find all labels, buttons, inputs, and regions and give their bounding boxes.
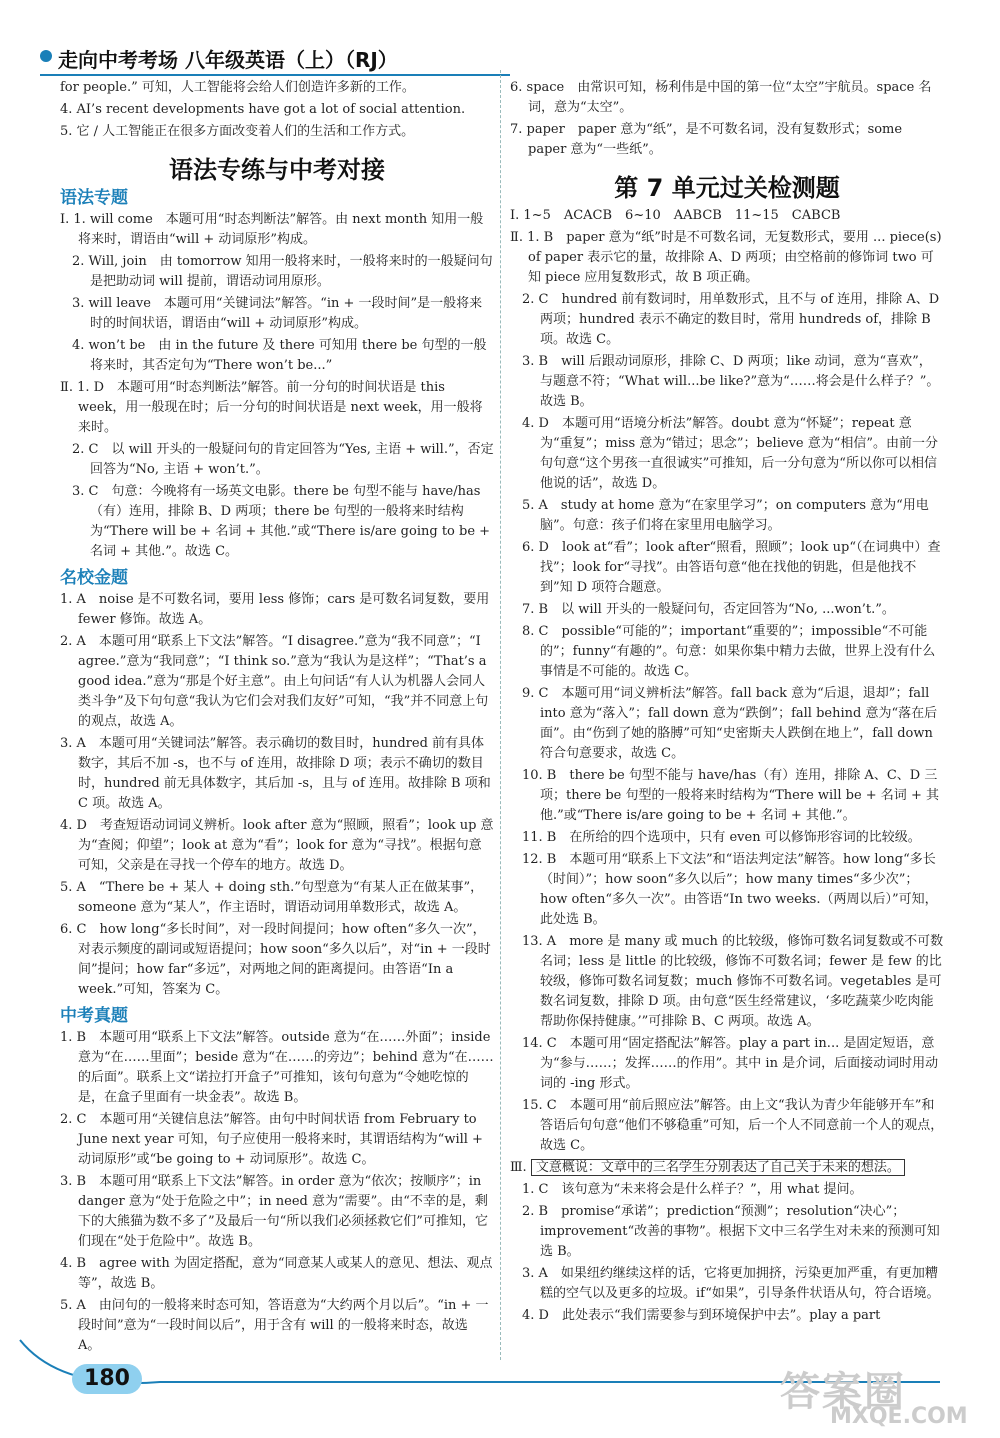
test-item: 8. C possible“可能的”；important“重要的”；impossible“不可能的”；funny“有趣的”。句意：如果你集中精力去做，世界上没有什么事情是不可能的。故选 C。 <box>522 624 936 679</box>
part3-item: 2. B promise“承诺”；prediction“预测”；resolution“决心”；improvement“改善的事物”。根据下文中三名学生对未来的预测可知选 B。 <box>522 1204 940 1259</box>
part3-item: 3. A 如果纽约继续这样的话，它将更加拥挤，污染更加严重，有更加糟糕的空气以及更多的垃圾。if“如果”，引导条件状语从句，符合语境。 <box>522 1266 940 1301</box>
test-item: 7. B 以 will 开头的一般疑问句，否定回答为“No, ...won’t.”。 <box>522 602 895 617</box>
school-item: 5. A “There be + 某人 + doing sth.”句型意为“有某人正在做某事”，someone 意为“某人”，作主语时，谓语动词用单数形式，故选 A。 <box>60 880 484 915</box>
intro-line: 5. 它 / 人工智能正在很多方面改变着人们的生活和工作方式。 <box>60 124 415 139</box>
exam-item: 1. B 本题可用“联系上下文法”解答。outside 意为“在……外面”；inside 意为“在……里面”；beside 意为“在……的旁边”；behind 意为“在……的后面”。联系上文“诺拉打开盒子”可推知，该句句意为“令她吃惊的是，在盒子里面有一块金表”。故选 B。 <box>60 1030 494 1105</box>
page-header <box>40 44 510 70</box>
test-item: 15. C 本题可用“前后照应法”解答。由上文“我认为青少年能够开车”和答语后句句意“他们不够稳重”可知，后一个人不同意前一个人的观点，故选 C。 <box>522 1098 944 1153</box>
exam-item: 3. B 本题可用“联系上下文法”解答。in order 意为“依次；按顺序”；in danger 意为“处于危险之中”；in need 意为“需要”。由“不幸的是，剩下的大熊猫为数不多了”及最后一句“所以我们必须拯救它们”可推知，它们现在“处于危险中”。故选 B。 <box>60 1174 488 1249</box>
grammar-item: 2. Will, join 由 tomorrow 知用一般将来时，一般将来时的一般疑问句是把助动词 will 提前，谓语动词用原形。 <box>72 254 493 289</box>
header-rule <box>40 74 510 76</box>
grammar-item: 2. C 以 will 开头的一般疑问句的肯定回答为“Yes, 主语 + will.”，否定回答为“No, 主语 + won’t.”。 <box>72 442 494 477</box>
column-divider <box>500 70 502 1360</box>
test-item: 5. A study at home 意为“在家里学习”；on computers 意为“用电脑”。句意：孩子们将在家里用电脑学习。 <box>522 498 929 533</box>
part3-summary <box>510 1158 944 1178</box>
intro-line: 4. AI’s recent developments have got a lot of social attention. <box>60 102 466 117</box>
exam-item: 5. A 由问句的一般将来时态可知，答语意为“大约两个月以后”。“in + 一段时间”意为“一段时间以后”，用于含有 will 的一般将来时态，故选 A。 <box>60 1298 489 1353</box>
grammar-item: 3. will leave 本题可用“关键词法”解答。“in + 一段时间”是一般将来时的时间状语，谓语由“will + 动词原形”构成。 <box>72 296 483 331</box>
exam-item: 4. B agree with 为固定搭配，意为“同意某人或某人的意见、想法、观点等”，故选 B。 <box>60 1256 493 1291</box>
test-item: 11. B 在所给的四个选项中，只有 even 可以修饰形容词的比较级。 <box>522 830 921 845</box>
answer-key: Ⅰ. 1~5 ACACB 6~10 AABCB 11~15 CABCB <box>510 208 841 223</box>
right-column <box>510 78 944 1328</box>
part3-label: Ⅲ. <box>510 1160 527 1175</box>
school-item: 4. D 考查短语动词词义辨析。look after 意为“照顾，照看”；look up 意为“查阅；仰望”；look at 意为“看”；look for 意为“寻找”。根据句意可知，父亲是在寻找一个停车的地方。故选 D。 <box>60 818 494 873</box>
header-title: 走向中考考场 八年级英语（上）（RJ） <box>58 48 398 72</box>
intro-line: for people.” 可知，人工智能将会给人们创造许多新的工作。 <box>60 80 415 95</box>
test-item: 4. D 本题可用“语境分析法”解答。doubt 意为“怀疑”；repeat 意为“重复”；miss 意为“错过；思念”；believe 意为“相信”。由前一分句句意“这个男孩一直很诚实”可推知，后一分句意为“所以你可以相信他说的话”，故选 D。 <box>522 416 939 491</box>
grammar-item: Ⅱ. 1. D 本题可用“时态判断法”解答。前一分句的时间状语是 this week，用一般现在时；后一分句的时间状语是 next week，用一般将来时。 <box>60 380 483 435</box>
school-subtitle: 名校金题 <box>60 568 128 588</box>
watermark-url: MXQE.COM <box>830 1404 968 1429</box>
school-item: 2. A 本题可用“联系上下文法”解答。“I disagree.”意为“我不同意”；“I agree.”意为“我同意”；“I think so.”意为“我认为是这样”；“That’s a good idea.”意为“那是个好主意”。由上句问话“有人认为机器人会同人类斗争”及下句句意“我认为它们会对我们友好”可知，“我”并不同意上句的观点，故选 A。 <box>60 634 489 729</box>
test-item: Ⅱ. 1. B paper 意为“纸”时是不可数名词，无复数形式，要用 ... piece(s) of paper 表示它的量，故排除 A、D 两项；由空格前的修饰词 two 可知 piece 应用复数形式，故 B 项正确。 <box>510 230 942 285</box>
page-number: 180 <box>72 1364 142 1394</box>
unit-test-title: 第 7 单元过关检测题 <box>614 174 840 202</box>
exam-item: 2. C 本题可用“关键信息法”解答。由句中时间状语 from February to June next year 可知，句子应使用一般将来时，其谓语结构为“will + 动词原形”或“be going to + 动词原形”。故选 C。 <box>60 1112 483 1167</box>
test-item: 2. C hundred 前有数词时，用单数形式，且不与 of 连用，排除 A、D 两项；hundred 表示不确定的数目时，常用 hundreds of，排除 B 项。故选 C。 <box>522 292 940 347</box>
header-bullet-icon <box>40 50 52 62</box>
section-title: 语法专练与中考对接 <box>169 156 385 184</box>
test-item: 10. B there be 句型不能与 have/has（有）连用，排除 A、C、D 三项；there be 句型的一般将来时结构为“There will be + 名词 + 其他.”或“There is/are going to be + 名词 + 其他.”。 <box>522 768 939 823</box>
test-item: 14. C 本题可用“固定搭配法”解答。play a part in... 是固定短语，意为“参与……；发挥……的作用”。其中 in 是介词，后面接动词时用动词的 -ing 形式。 <box>522 1036 939 1091</box>
test-item: 9. C 本题可用“词义辨析法”解答。fall back 意为“后退，退却”；fall into 意为“落入”；fall down 意为“跌倒”；fall behind 意为“落在后面”。由“伤到了她的胳膊”可知“史密斯夫人跌倒在地上”，fall down 符合句意要求，故选 C。 <box>522 686 938 761</box>
school-item: 3. A 本题可用“关键词法”解答。表示确切的数目时，hundred 前有具体数字，其后不加 -s，也不与 of 连用，故排除 D 项；表示不确切的数目时，hundred 前无具体数字，其后加 -s，且与 of 连用。故排除 B 项和 C 项。故选 A。 <box>60 736 491 811</box>
part3-item: 1. C 该句意为“未来将会是什么样子？”，用 what 提问。 <box>522 1182 863 1197</box>
left-column <box>60 78 494 1358</box>
school-item: 6. C how long“多长时间”，对一段时间提问；how often“多久一次”，对表示频度的副词或短语提问；how soon“多久以后”，对“in + 一段时间”提问；how far“多远”，对两地之间的距离提问。由答语“In a week.”可知，答案为 C。 <box>60 922 491 997</box>
school-item: 1. A noise 是不可数名词，要用 less 修饰；cars 是可数名词复数，要用 fewer 修饰。故选 A。 <box>60 592 490 627</box>
test-item: 6. D look at“看”；look after“照看，照顾”；look up“（在词典中）查找”；look for“寻找”。由答语句意“他在找他的钥匙，但是他找不到”知 D 项符合题意。 <box>522 540 941 595</box>
grammar-subtitle: 语法专题 <box>60 188 128 208</box>
grammar-item: 3. C 句意：今晚将有一场英文电影。there be 句型不能与 have/has（有）连用，排除 B、D 两项；there be 句型的一般将来时结构为“There will be + 名词 + 其他.”或“There is/are going to be + 名词 + 其他.”。故选 C。 <box>72 484 491 559</box>
intro-line: 7. paper paper 意为“纸”，是不可数名词，没有复数形式；some paper 意为“一些纸”。 <box>510 122 903 157</box>
part3-item: 4. D 此处表示“我们需要参与到环境保护中去”。play a part <box>522 1308 881 1323</box>
test-item: 13. A more 是 many 或 much 的比较级，修饰可数名词复数或不可数名词；less 是 little 的比较级，修饰不可数名词；fewer 是 few 的比较级，修饰可数名词复数；much 修饰不可数名词。vegetables 是可数名词复数，排除 D 项。由句意“医生经常建议，‘多吃蔬菜少吃肉能帮助你保持健康。’”可排除 B、C 两项。故选 A。 <box>522 934 944 1029</box>
grammar-item: 4. won’t be 由 in the future 及 there 可知用 there be 句型的一般将来时，其否定句为“There won’t be...” <box>72 338 487 373</box>
test-item: 3. B will 后跟动词原形，排除 C、D 两项；like 动词，意为“喜欢”，与题意不符；“What will...be like?”意为“……将会是什么样子？”。故选 B。 <box>522 354 940 409</box>
watermark-logo: 答案圈 <box>780 1369 906 1415</box>
intro-line: 6. space 由常识可知，杨利伟是中国的第一位“太空”宇航员。space 名词，意为“太空”。 <box>510 80 932 115</box>
grammar-item: Ⅰ. 1. will come 本题可用“时态判断法”解答。由 next month 知用一般将来时，谓语由“will + 动词原形”构成。 <box>60 212 484 247</box>
exam-subtitle: 中考真题 <box>60 1006 128 1026</box>
test-item: 12. B 本题可用“联系上下文法”和“语法判定法”解答。how long“多长（时间）”；how soon“多久以后”；how many times“多少次”；how often“多久一次”。由答语“In two weeks.（两周以后）”可知，此处选 B。 <box>522 852 938 927</box>
summary-box: 文意概说：文章中的三名学生分别表达了自己关于未来的想法。 <box>531 1159 905 1176</box>
